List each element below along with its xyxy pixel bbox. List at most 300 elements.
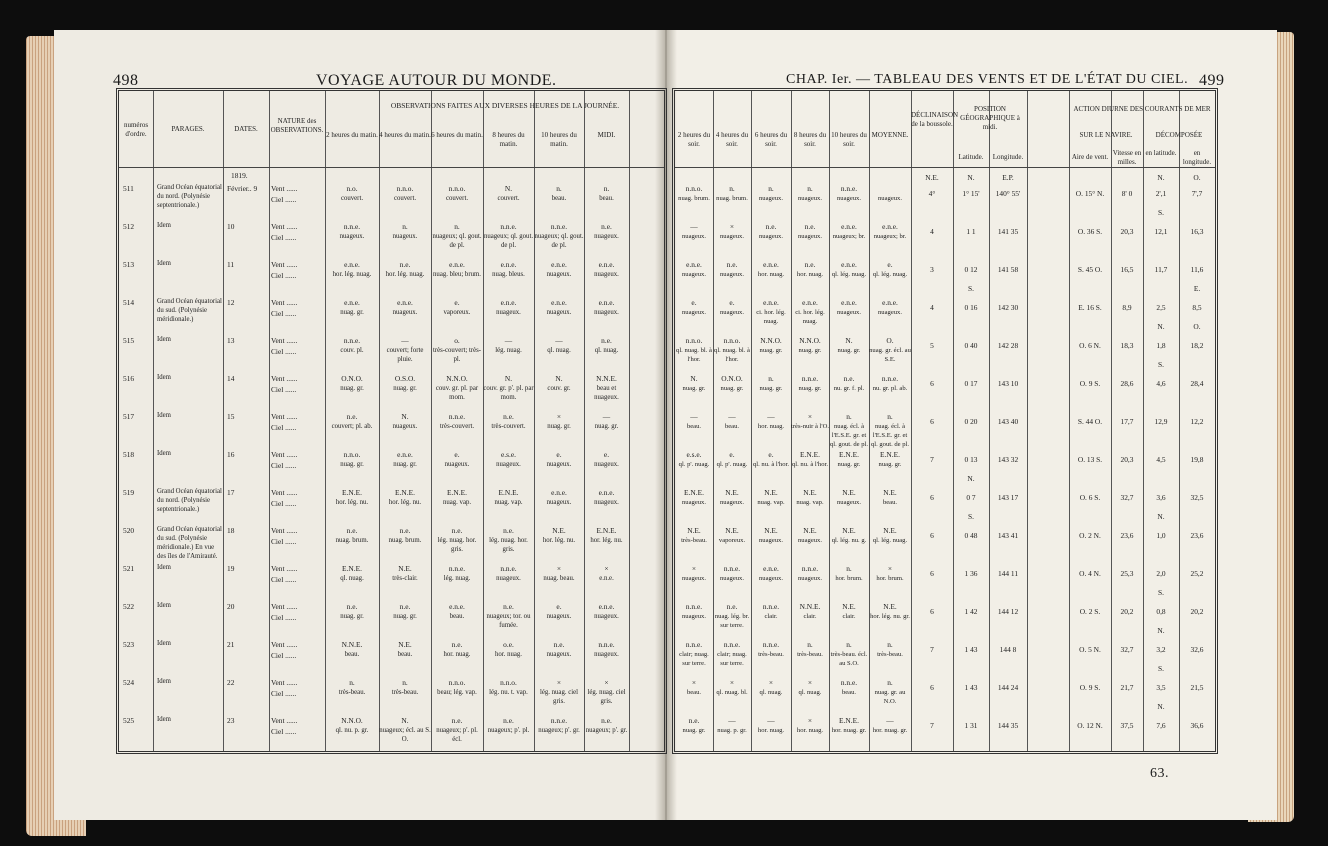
vent-value: n. — [846, 564, 852, 573]
row-decl: 3 — [930, 265, 934, 274]
ciel-value: nuag. p. gr. — [717, 727, 747, 734]
ciel-value: beau. — [551, 195, 567, 202]
ciel-value: nuag. gr. — [878, 461, 902, 468]
vent-value: N.E. — [398, 640, 412, 649]
ciel-value: nuag. vap. — [442, 499, 472, 506]
vent-value: E.N.E. — [800, 450, 820, 459]
row-rumb: O. 5 N. — [1079, 645, 1101, 654]
vent-value: e.n.e. — [500, 260, 517, 269]
vent-value: N. — [555, 374, 563, 383]
ciel-value: nuageux. — [392, 309, 418, 316]
row-elat-dir: S. — [1158, 360, 1164, 369]
header-hour: 4 heures du matin. — [379, 131, 431, 139]
ciel-value: hor. lég. nu. — [335, 499, 369, 506]
header-nature: NATURE des OBSERVATIONS. — [270, 117, 324, 134]
ciel-value: nuag. gr. écl. au S.E. — [869, 347, 911, 363]
right-page-number: 499 — [1199, 72, 1225, 89]
ciel-value: ql. nuag. — [547, 347, 571, 354]
vent-value: × — [768, 678, 774, 687]
ciel-value: nuageux. — [392, 423, 418, 430]
row-ciel-label: Ciel ...... — [271, 271, 297, 280]
ciel-value: beau. — [686, 689, 702, 696]
ciel-value: nuageux; br. — [873, 233, 907, 240]
vent-value: — — [602, 412, 611, 421]
row-long: 143 32 — [997, 455, 1019, 464]
table-row — [119, 335, 664, 375]
vent-value: e.n.e. — [449, 602, 465, 611]
ciel-value: lég. nuag. hor. gris. — [489, 537, 528, 553]
ciel-value: ql. lég. nuag. — [831, 271, 867, 278]
ciel-value: nuageux. — [339, 233, 365, 240]
ciel-value: clair. — [764, 613, 778, 620]
vent-value: e.n.e. — [882, 298, 898, 307]
vent-value: n.n.e. — [448, 564, 466, 573]
vent-value: n.n.o. — [685, 336, 703, 345]
table-row — [675, 487, 1215, 527]
row-number: 519 — [123, 488, 135, 497]
vent-value: × — [691, 678, 697, 687]
ciel-value: vaporeux. — [443, 309, 471, 316]
vent-value: e.n.e. — [449, 260, 465, 269]
vent-value: n. — [846, 640, 852, 649]
vent-value: N. — [504, 374, 513, 383]
table-row — [119, 563, 664, 603]
ciel-value: ql. nuag. — [340, 575, 364, 582]
ciel-value: très-beau. écl. au S.O. — [830, 651, 868, 667]
vent-value: n. — [349, 678, 355, 687]
row-date: 11 — [227, 260, 235, 269]
row-date: 23 — [227, 716, 235, 725]
row-number: 514 — [123, 298, 135, 307]
row-rumb: E. 16 S. — [1078, 303, 1102, 312]
row-decl: 4 — [930, 227, 934, 236]
vent-value: e.n.e. — [841, 298, 857, 307]
vent-value: O.S.O. — [394, 374, 416, 383]
row-number: 521 — [123, 564, 135, 573]
ciel-value: nuageux; p'. gr. — [585, 727, 628, 734]
signature-mark: 63. — [1150, 766, 1169, 781]
row-elong: 11,6 — [1190, 265, 1204, 274]
ciel-value: beau. — [397, 651, 413, 658]
vent-value: n.n.e. — [598, 640, 615, 649]
row-rumb: O. 9 S. — [1079, 683, 1101, 692]
ciel-value: hor. nuag. — [495, 651, 522, 658]
row-vit: 37,5 — [1120, 721, 1134, 730]
vent-value: e.n.e. — [802, 298, 818, 307]
vent-value: N.E. — [687, 526, 701, 535]
left-table — [116, 88, 667, 754]
vent-value: o. — [454, 336, 460, 345]
header-hour: MOYENNE. — [871, 131, 909, 139]
vent-value: — — [767, 412, 775, 421]
ciel-value: hor. lég. nu. — [542, 537, 576, 544]
vent-value: — — [690, 412, 698, 421]
vent-value: n. — [807, 640, 813, 649]
ciel-value: clair; nuag. sur terre. — [679, 651, 709, 667]
vent-value: × — [556, 678, 562, 687]
table-row — [675, 335, 1215, 375]
row-rumb: O. 15° N. — [1075, 189, 1105, 198]
row-parages: Idem — [157, 678, 171, 685]
row-lat: 0 48 — [964, 531, 978, 540]
vent-value: n. — [729, 184, 735, 193]
row-elat: 12,9 — [1154, 417, 1168, 426]
header-parages: PARAGES. — [171, 125, 205, 133]
vent-value: e.n.e. — [882, 222, 898, 231]
row-number: 516 — [123, 374, 135, 383]
row-date: 20 — [227, 602, 235, 611]
header-hour: 8 heures du soir. — [793, 131, 827, 148]
row-vent-label: Vent ...... — [271, 412, 298, 421]
ciel-value: nuageux. — [682, 613, 706, 620]
row-vit: 32,7 — [1120, 493, 1134, 502]
vent-value: × — [556, 564, 562, 573]
vent-value: e.n.e. — [344, 298, 360, 307]
row-ciel-label: Ciel ...... — [271, 309, 297, 318]
header-rumb: Aire de vent. — [1071, 153, 1109, 161]
vent-value: n.n.e. — [801, 374, 819, 383]
row-elat-dir: S. — [1158, 588, 1164, 597]
row-decl: 6 — [930, 607, 934, 616]
row-elat-dir: N. — [1157, 702, 1165, 711]
table-row — [675, 563, 1215, 603]
vent-value: n. — [768, 374, 774, 383]
row-decl: 4 — [930, 303, 934, 312]
vent-value: n.n.e. — [343, 336, 361, 345]
row-lat: 1 42 — [964, 607, 978, 616]
vent-value: n.e. — [503, 412, 514, 421]
row-rumb: O. 36 S. — [1077, 227, 1103, 236]
vent-value: × — [807, 412, 813, 421]
ciel-value: beau. — [882, 499, 898, 506]
vent-value: o.e. — [503, 640, 514, 649]
row-lat: 0 12 — [964, 265, 978, 274]
row-lat-dir: N. — [967, 474, 975, 483]
row-parages: Idem — [157, 564, 171, 571]
row-parages: Grand Océan équatorial du nord. (Polynésie septentrionale.) — [157, 184, 222, 209]
ciel-value: hor. nuag. gr. — [872, 727, 908, 734]
header-vitesse: Vitesse en milles. — [1112, 149, 1142, 166]
vent-value: n.n.e. — [762, 640, 780, 649]
ciel-value: nuag. vap. — [796, 499, 824, 506]
vent-value: N.N.O. — [799, 336, 821, 345]
vent-value: N. — [690, 374, 698, 383]
vent-value: × — [691, 564, 697, 573]
ciel-value: nuag. brum. — [335, 537, 369, 544]
vent-value: e.n.e. — [551, 298, 567, 307]
ciel-value: ql. lég. nuag. — [872, 537, 908, 544]
ciel-value: nuag. brum. — [678, 195, 710, 202]
ciel-value: nuag. beau. — [543, 575, 575, 582]
row-elat: 1,0 — [1156, 531, 1166, 540]
row-long: 141 58 — [997, 265, 1019, 274]
row-vent-label: Vent ...... — [271, 222, 298, 231]
row-long: 143 41 — [997, 531, 1019, 540]
ciel-value: nuag. vap. — [494, 499, 523, 506]
vent-value: N.E. — [842, 602, 856, 611]
ciel-value: très-clair. — [392, 575, 418, 582]
vent-value: e. — [454, 298, 460, 307]
vent-value: e.n.e. — [500, 298, 517, 307]
header-hour: 4 heures du soir. — [715, 131, 749, 148]
ciel-value: ql. nu. à l'hor. — [792, 461, 828, 468]
row-ciel-label: Ciel ...... — [271, 233, 297, 242]
ciel-value: très-nuir à l'O. — [791, 423, 829, 430]
vent-value: n. — [556, 184, 562, 193]
row-date: 18 — [227, 526, 235, 535]
ciel-value: nuageux. — [798, 575, 822, 582]
ciel-value: très-beau. — [797, 651, 823, 658]
row-rumb: S. 45 O. — [1077, 265, 1103, 274]
unit-en-lat: N. — [1157, 173, 1165, 182]
ciel-value: nuageux; p'. pl. écl. — [436, 727, 478, 743]
row-date: 15 — [227, 412, 235, 421]
row-vit: 20,3 — [1120, 455, 1134, 464]
ciel-value: ql. lég. nu. g. — [831, 537, 867, 544]
row-elong: 12,2 — [1190, 417, 1204, 426]
row-elat: 1,8 — [1156, 341, 1166, 350]
ciel-value: nuag. gr. — [393, 385, 417, 392]
vent-value: e. — [768, 450, 774, 459]
row-vent-label: Vent ...... — [271, 526, 298, 535]
vent-value: n.e. — [601, 336, 612, 345]
table-row — [675, 221, 1215, 261]
vent-value: n.n.e. — [550, 222, 568, 231]
left-running-title: VOYAGE AUTOUR DU MONDE. — [316, 72, 557, 89]
year-label: 1819. — [231, 171, 248, 180]
vent-value: e.n.e. — [763, 298, 779, 307]
ciel-value: nuageux. — [759, 537, 783, 544]
vent-value: O.N.O. — [721, 374, 743, 383]
row-elat-dir: N. — [1157, 512, 1165, 521]
row-long: 144 11 — [997, 569, 1019, 578]
vent-value: n.n.o. — [685, 184, 703, 193]
vent-value: e.n.e. — [598, 298, 615, 307]
vent-value: n.n.e. — [723, 640, 741, 649]
row-vent-label: Vent ...... — [271, 564, 298, 573]
vent-value: N.E. — [725, 526, 739, 535]
ciel-value: ql. nuag. — [759, 689, 783, 696]
row-lat: 1 31 — [964, 721, 978, 730]
vent-value: n.e. — [451, 640, 463, 649]
row-number: 513 — [123, 260, 135, 269]
row-decl: 6 — [930, 569, 934, 578]
vent-value: n.n.e. — [500, 564, 517, 573]
row-ciel-label: Ciel ...... — [271, 613, 297, 622]
ciel-value: lég. nuag. ciel gris. — [587, 689, 626, 705]
row-lat-dir: S. — [968, 284, 974, 293]
unit-long: E.P. — [1002, 173, 1014, 182]
row-vent-label: Vent ...... — [271, 602, 298, 611]
row-number: 525 — [123, 716, 135, 725]
ciel-value: nuageux; p'. pl. — [487, 727, 530, 734]
vent-value: n.e. — [451, 716, 463, 725]
row-elat: 2,5 — [1156, 303, 1166, 312]
row-date: 10 — [227, 222, 235, 231]
ciel-value: couv. pl. — [340, 347, 364, 354]
ciel-value: nuageux. — [496, 461, 521, 468]
header-hour: 8 heures du matin. — [492, 131, 525, 148]
vent-value: N.E. — [883, 488, 897, 497]
vent-value: n.e. — [346, 602, 358, 611]
ciel-value: nuag. gr. — [340, 385, 364, 392]
ciel-value: nuag. bleus. — [492, 271, 525, 278]
row-number: 511 — [123, 184, 134, 193]
row-long: 144 8 — [999, 645, 1017, 654]
row-elong: 19,8 — [1190, 455, 1204, 464]
row-vit: 25,3 — [1120, 569, 1134, 578]
table-row — [675, 715, 1215, 755]
row-elat: 3,6 — [1156, 493, 1166, 502]
row-rumb: O. 12 N. — [1077, 721, 1103, 730]
ciel-value: nuag. gr. — [720, 385, 744, 392]
row-ciel-label: Ciel ...... — [271, 385, 297, 394]
row-rumb: O. 4 N. — [1079, 569, 1101, 578]
ciel-value: ql. nuag. bl. à l'hor. — [676, 347, 712, 363]
row-vent-label: Vent ...... — [271, 184, 298, 193]
ciel-value: hor. nuag. — [796, 727, 824, 734]
vent-value: e. — [454, 450, 460, 459]
row-ciel-label: Ciel ...... — [271, 423, 297, 432]
ciel-value: lég. nuag. ciel gris. — [539, 689, 579, 705]
vent-value: × — [729, 222, 735, 231]
vent-value: E.N.E. — [839, 450, 859, 459]
vent-value: e.n.e. — [598, 488, 615, 497]
row-vit: 28,6 — [1120, 379, 1134, 388]
ciel-value: nuageux. — [798, 233, 822, 240]
ciel-value: hor. nuag. — [757, 727, 785, 734]
row-elat: 7,6 — [1156, 721, 1166, 730]
vent-value: N.E. — [725, 488, 739, 497]
row-parages: Idem — [157, 260, 171, 267]
row-date: 19 — [227, 564, 235, 573]
ciel-value: nuageux; br. — [832, 233, 866, 240]
ciel-value: très-couvert. — [491, 423, 526, 430]
ciel-value: nuag. gr. — [837, 461, 861, 468]
row-lat: 1 43 — [964, 683, 978, 692]
row-ciel-label: Ciel ...... — [271, 499, 297, 508]
vent-value: n. — [454, 222, 460, 231]
table-row — [675, 373, 1215, 413]
vent-value: × — [807, 716, 813, 725]
row-elat: 11,7 — [1154, 265, 1168, 274]
row-elat: 0,8 — [1156, 607, 1166, 616]
ciel-value: lég. nuag. hor. gris. — [437, 537, 477, 553]
header-hour: 2 heures du matin. — [326, 131, 378, 139]
ciel-value: clair. — [842, 613, 856, 620]
row-rumb: O. 6 N. — [1079, 341, 1101, 350]
ciel-value: nuageux. — [837, 309, 861, 316]
row-number: 522 — [123, 602, 135, 611]
row-elat: 3,2 — [1156, 645, 1166, 654]
row-vit: 16,5 — [1120, 265, 1134, 274]
vent-value: e. — [603, 450, 610, 459]
vent-value: N.E. — [764, 526, 778, 535]
ciel-value: nuageux. — [496, 575, 521, 582]
vent-value: n.e. — [726, 260, 738, 269]
ciel-value: nuageux. — [546, 461, 572, 468]
vent-value: n.e. — [503, 602, 514, 611]
ciel-value: nuag. vap. — [757, 499, 785, 506]
table-row — [675, 297, 1215, 337]
row-vent-label: Vent ...... — [271, 260, 298, 269]
ciel-value: hor. nuag. — [757, 423, 785, 430]
row-number: 524 — [123, 678, 135, 687]
row-vent-label: Vent ...... — [271, 298, 298, 307]
row-vent-label: Vent ...... — [271, 488, 298, 497]
ciel-value: beau et nuageux. — [594, 385, 619, 401]
table-row — [119, 183, 664, 223]
vent-value: e.n.e. — [841, 222, 857, 231]
vent-value: × — [807, 678, 813, 687]
row-lat: 0 13 — [964, 455, 978, 464]
ciel-value: très-couvert. — [439, 423, 475, 430]
vent-value: — — [728, 716, 736, 725]
vent-value: N.E. — [883, 602, 897, 611]
ciel-value: nuageux; ql. gout. de pl. — [483, 233, 534, 249]
header-sur: SUR LE NAVIRE. — [1079, 131, 1133, 139]
vent-value: n.n.e. — [685, 602, 703, 611]
vent-value: n.e. — [503, 716, 514, 725]
vent-value: e.n.e. — [763, 260, 779, 269]
row-parages: Idem — [157, 716, 171, 723]
table-row — [119, 639, 664, 679]
row-lat: 1 43 — [964, 645, 978, 654]
header-hour: MIDI. — [597, 131, 616, 139]
ciel-value: nuag. gr. — [393, 613, 417, 620]
ciel-value: nuag. gr. — [759, 347, 783, 354]
ciel-value: nuag. gr. — [837, 347, 861, 354]
ciel-value: beau. — [344, 651, 360, 658]
ciel-value: nuageux. — [546, 651, 572, 658]
unit-en-long: O. — [1193, 173, 1201, 182]
row-ciel-label: Ciel ...... — [271, 689, 297, 698]
vent-value: e.n.e. — [598, 260, 615, 269]
row-parages: Grand Océan équatorial du sud. (Polynésie méridionale.) En vue des îles de l'Amirauté. — [157, 526, 222, 560]
row-date: 21 — [227, 640, 235, 649]
vent-value: n.n.o. — [723, 336, 741, 345]
row-elong: 28,4 — [1190, 379, 1204, 388]
table-row — [675, 411, 1215, 451]
row-elat-dir: S. — [1158, 208, 1164, 217]
ciel-value: nuageux; tor. ou fumée. — [486, 613, 531, 629]
vent-value: n.e. — [726, 602, 738, 611]
ciel-value: beau. — [724, 423, 740, 430]
row-lat: 0 7 — [966, 493, 976, 502]
vent-value: n.o. — [346, 184, 358, 193]
row-long: 142 28 — [997, 341, 1019, 350]
row-vit: 21,7 — [1120, 683, 1134, 692]
vent-value: e.n.e. — [841, 260, 857, 269]
ciel-value: beau. — [686, 423, 702, 430]
row-elong: 20,2 — [1190, 607, 1204, 616]
row-elat-dir: N. — [1157, 626, 1165, 635]
vent-value: N. — [401, 716, 409, 725]
vent-value: N.E. — [803, 526, 817, 535]
row-elat-dir: S. — [1158, 664, 1164, 673]
ciel-value: nuageux. — [594, 613, 619, 620]
header-rule — [119, 167, 664, 168]
ciel-value: nuageux. — [594, 499, 619, 506]
table-row — [675, 449, 1215, 489]
ciel-value: nuageux; ql. gout. de pl. — [534, 233, 584, 249]
ciel-value: beau. — [841, 689, 857, 696]
vent-value: n. — [887, 640, 893, 649]
header-en-lat: en latitude. — [1145, 149, 1177, 157]
header-hour: 6 heures du matin. — [431, 131, 483, 139]
vent-value: e. — [556, 602, 562, 611]
vent-value: e.n.e. — [551, 260, 567, 269]
